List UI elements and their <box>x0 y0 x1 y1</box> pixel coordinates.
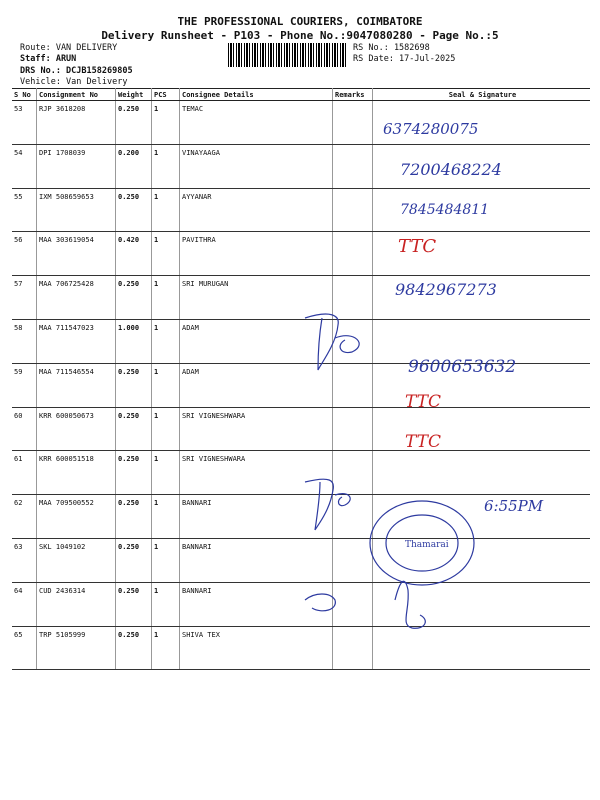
cell-sno: 64 <box>12 582 37 626</box>
cell-pcs: 1 <box>152 538 180 582</box>
cell-consignee: SRI MURUGAN <box>180 276 333 320</box>
cell-weight: 0.250 <box>116 407 152 451</box>
cell-pcs: 1 <box>152 451 180 495</box>
cell-consignee: VINAYAAGA <box>180 144 333 188</box>
handwritten-ttc-60: TTC <box>405 392 442 412</box>
cell-weight: 0.420 <box>116 232 152 276</box>
stamp-text: Thamarai <box>405 540 449 550</box>
cell-weight: 0.250 <box>116 582 152 626</box>
signature-scribble-65 <box>395 581 425 628</box>
cell-sno: 55 <box>12 188 37 232</box>
cell-pcs: 1 <box>152 232 180 276</box>
cell-pcs: 1 <box>152 407 180 451</box>
handwritten-phone-57: 9842967273 <box>395 280 497 299</box>
cell-sno: 57 <box>12 276 37 320</box>
cell-consignment: MAA 711546554 <box>37 363 116 407</box>
cell-pcs: 1 <box>152 495 180 539</box>
runsheet-subtitle: Delivery Runsheet - P103 - Phone No.:9047080280 - Page No.:5 <box>101 29 499 42</box>
cell-weight: 0.250 <box>116 363 152 407</box>
cell-sno: 61 <box>12 451 37 495</box>
cell-pcs: 1 <box>152 319 180 363</box>
rs-date: RS Date: 17-Jul-2025 <box>353 54 456 64</box>
cell-pcs: 1 <box>152 276 180 320</box>
company-title: THE PROFESSIONAL COURIERS, COIMBATORE <box>177 15 423 28</box>
cell-consignee: SRI VIGNESHWARA <box>180 407 333 451</box>
cell-consignee: AYYANAR <box>180 188 333 232</box>
cell-sno: 56 <box>12 232 37 276</box>
cell-sno: 53 <box>12 101 37 145</box>
handwritten-phone-55: 7845484811 <box>400 202 490 218</box>
cell-consignment: RJP 3618208 <box>37 101 116 145</box>
cell-weight: 0.250 <box>116 276 152 320</box>
cell-weight: 0.250 <box>116 101 152 145</box>
handwritten-phone-54: 7200468224 <box>400 160 502 179</box>
cell-sno: 54 <box>12 144 37 188</box>
col-remarks: Remarks <box>333 89 373 101</box>
cell-consignee: SRI VIGNESHWARA <box>180 451 333 495</box>
cell-sno: 63 <box>12 538 37 582</box>
signature-scribble-58b <box>335 336 359 353</box>
drs-number: DRS No.: DCJB158269805 <box>20 66 133 76</box>
cell-consignment: MAA 709500552 <box>37 495 116 539</box>
col-weight: Weight <box>116 89 152 101</box>
cell-sno: 65 <box>12 626 37 670</box>
cell-consignee: ADAM <box>180 319 333 363</box>
col-consignment: Consignment No <box>37 89 116 101</box>
cell-weight: 0.250 <box>116 538 152 582</box>
cell-consignee: PAVITHRA <box>180 232 333 276</box>
cell-consignment: KRR 600051518 <box>37 451 116 495</box>
cell-consignment: CUD 2436314 <box>37 582 116 626</box>
rs-number: RS No.: 1582698 <box>353 43 430 53</box>
cell-pcs: 1 <box>152 363 180 407</box>
cell-consignment: KRR 600050673 <box>37 407 116 451</box>
cell-weight: 0.250 <box>116 626 152 670</box>
cell-weight: 1.000 <box>116 319 152 363</box>
staff-label: Staff: ARUN <box>20 54 77 64</box>
handwritten-phone-53: 6374280075 <box>383 120 479 138</box>
cell-sno: 59 <box>12 363 37 407</box>
cell-consignment: DPI 1708039 <box>37 144 116 188</box>
cell-consignment: MAA 711547023 <box>37 319 116 363</box>
cell-pcs: 1 <box>152 101 180 145</box>
cell-consignee: TEMAC <box>180 101 333 145</box>
cell-consignment: IXM 508659653 <box>37 188 116 232</box>
cell-pcs: 1 <box>152 582 180 626</box>
cell-consignee: BANNARI <box>180 495 333 539</box>
cell-sno: 60 <box>12 407 37 451</box>
vehicle-label: Vehicle: Van Delivery <box>20 77 128 87</box>
handwritten-time-63: 6:55PM <box>484 497 544 515</box>
cell-sno: 58 <box>12 319 37 363</box>
cell-consignee: ADAM <box>180 363 333 407</box>
cell-weight: 0.250 <box>116 451 152 495</box>
signature-scribble-62b <box>335 494 350 506</box>
handwritten-phone-59: 9600653632 <box>408 357 517 377</box>
cell-weight: 0.250 <box>116 188 152 232</box>
route-label: Route: VAN DELIVERY <box>20 43 118 53</box>
cell-sno: 62 <box>12 495 37 539</box>
cell-weight: 0.200 <box>116 144 152 188</box>
cell-consignment: TRP 5105999 <box>37 626 116 670</box>
cell-consignment: MAA 303619054 <box>37 232 116 276</box>
cell-consignee: BANNARI <box>180 538 333 582</box>
col-sno: S No <box>12 89 37 101</box>
col-signature: Seal & Signature <box>373 89 591 101</box>
cell-pcs: 1 <box>152 144 180 188</box>
cell-pcs: 1 <box>152 626 180 670</box>
cell-consignee: BANNARI <box>180 582 333 626</box>
cell-consignment: SKL 1049102 <box>37 538 116 582</box>
cell-pcs: 1 <box>152 188 180 232</box>
cell-consignment: MAA 706725428 <box>37 276 116 320</box>
col-consignee: Consignee Details <box>180 89 333 101</box>
signature-scribble-58 <box>305 314 338 370</box>
cell-consignee: SHIVA TEX <box>180 626 333 670</box>
signature-scribble-62 <box>305 479 333 530</box>
signature-scribble-65b <box>305 594 335 611</box>
col-pcs: PCS <box>152 89 180 101</box>
handwritten-ttc-56: TTC <box>398 236 437 257</box>
handwritten-ttc-61: TTC <box>405 432 442 452</box>
cell-weight: 0.250 <box>116 495 152 539</box>
